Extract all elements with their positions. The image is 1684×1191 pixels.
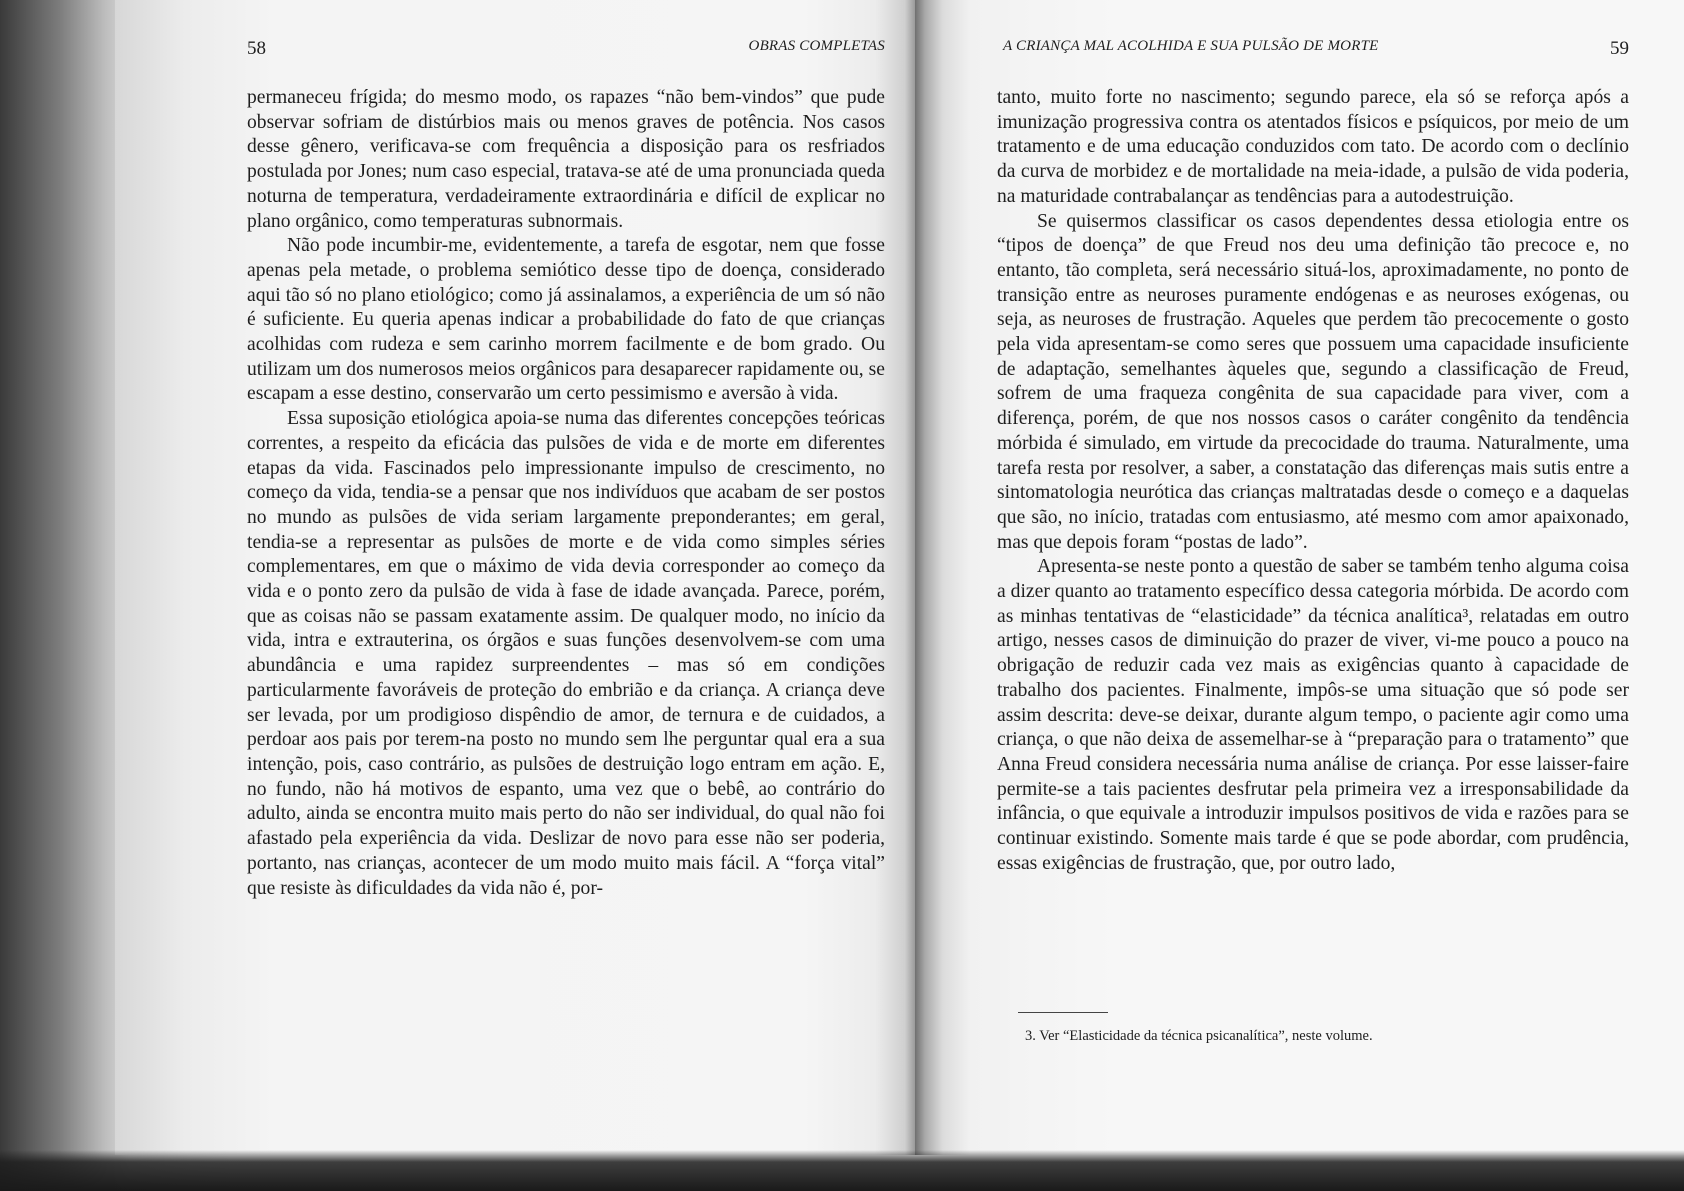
running-head-right: A CRIANÇA MAL ACOLHIDA E SUA PULSÃO DE MORTE [1003,38,1379,54]
running-head-left: OBRAS COMPLETAS [748,38,885,54]
paragraph: permaneceu frígida; do mesmo modo, os rapazes “não bem-vindos” que pude observar sofriam de distúrbios mais ou menos graves de potência. Nos casos desse gênero, verificava-se com frequência a disposição para os resfriados postulada por Jones; num caso especial, tratava-se até de uma pronunciada queda noturna de temperatura, verdadeiramente extraordinária e difícil de explicar no plano orgânico, como temperaturas subnormais. [247,87,885,232]
paragraph: Não pode incumbir-me, evidentemente, a tarefa de esgotar, nem que fosse apenas pela metade, o problema semiótico desse tipo de doença, considerado aqui tão só no plano etiológico; como já assinalamos, a experiência de um só não é suficiente. Eu queria apenas indicar a probabilidade do fato de que crianças acolhidas com rudeza e sem carinho morrem facilmente e de bom grado. Ou utilizam um dos numerosos meios orgânicos para desaparecer rapidamente ou, se escapam a esse destino, conservarão um certo pessimismo e aversão à vida. [247,235,885,405]
paragraph: Se quisermos classificar os casos dependentes dessa etiologia entre os “tipos de doença” de que Freud nos deu uma definição tão precoce e, no entanto, tão completa, será necessário situá-los, aproximadamente, no ponto de transição entre as neuroses puramente endógenas e as neuroses exógenas, ou seja, as neuroses de frustração. Aqueles que perdem tão precocemente o gosto pela vida apresentam-se como seres que possuem uma capacidade insuficiente de adaptação, semelhantes àqueles que, segundo a classificação de Freud, sofrem de uma fraqueza congênita de sua capacidade para viver, com a diferença, porém, de que nos nossos casos o caráter congênito da tendência mórbida é simulado, em virtude da precocidade do trauma. Naturalmente, uma tarefa resta por resolver, a saber, a constatação das diferenças mais sutis entre a sintomatologia neurótica das crianças maltratadas desde o começo e a daquelas que são, no início, tratadas com entusiasmo, até mesmo com amor apaixonado, mas que depois foram “postas de lado”. [997,210,1629,553]
footnote-divider [1018,1012,1108,1013]
footnote: 3. Ver “Elasticidade da técnica psicanalítica”, neste volume. [1025,1028,1373,1044]
right-page [915,0,1684,1155]
paragraph: Essa suposição etiológica apoia-se numa das diferentes concepções teóricas correntes, a respeito da eficácia das pulsões de vida e de morte em diferentes etapas da vida. Fascinados pelo impressionante impulso de crescimento, no começo da vida, tendia-se a pensar que nos indivíduos que acabam de ser postos no mundo as pulsões de vida seriam largamente preponderantes; em geral, tendia-se a representar as pulsões de morte e de vida como simples séries complementares, em que o máximo de vida devia corresponder ao começo da vida e o ponto zero da pulsão de vida à fase de idade avançada. Parece, porém, que as coisas não se passam exatamente assim. De qualquer modo, no início da vida, intra e extrauterina, os órgãos e suas funções desenvolvem-se com uma abundância e uma rapidez surpreendentes – mas só em condições particularmente favoráveis de proteção do embrião e da criança. A criança deve ser levada, por um prodigioso dispêndio de amor, de ternura e de cuidados, a perdoar aos pais por terem-na posto no mundo sem lhe perguntar qual era a sua intenção, pois, caso contrário, as pulsões de destruição logo entram em ação. E, no fundo, não há motivos de espanto, uma vez que o bebê, ao contrário do adulto, ainda se encontra muito mais perto do não ser individual, do qual não foi afastado pela experiência da vida. Deslizar de novo para esse não ser poderia, portanto, nas crianças, acontecer de um modo muito mais fácil. A “força vital” que resiste às dificuldades da vida não é, por- [247,408,885,899]
page-number-left: 58 [247,38,266,59]
body-text-left [247,86,885,901]
paragraph: tanto, muito forte no nascimento; segundo parece, ela só se reforça após a imunização progressiva contra os atentados físicos e psíquicos, por meio de um tratamento e de uma educação conduzidos com tato. De acordo com o declínio da curva de morbidez e de mortalidade na meia-idade, a pulsão de vida poderia, na maturidade contrabalançar as tendências para a autodestruição. [997,87,1629,207]
page-number-right: 59 [1610,38,1629,59]
body-text-right [997,86,1629,877]
scan-shadow [0,1150,1684,1191]
paragraph: Apresenta-se neste ponto a questão de saber se também tenho alguma coisa a dizer quanto ao tratamento específico dessa categoria mórbida. De acordo com as minhas tentativas de “elasticidade” da técnica analítica³, relatadas em outro artigo, nesses casos de diminuição do prazer de viver, vi-me pouco a pouco na obrigação de reduzir cada vez mais as exigências quanto à capacidade de trabalho dos pacientes. Finalmente, impôs-se uma situação que só pode ser assim descrita: deve-se deixar, durante algum tempo, o paciente agir como uma criança, o que não deixa de assemelhar-se à “preparação para o tratamento” que Anna Freud considera necessária numa análise de criança. Por esse laisser-faire permite-se a tais pacientes desfrutar pela primeira vez a irresponsabilidade da infância, o que equivale a introduzir impulsos positivos de vida e razões para se continuar existindo. Somente mais tarde é que se pode abordar, com prudência, essas exigências de frustração, que, por outro lado, [997,556,1629,874]
left-page [115,0,915,1155]
